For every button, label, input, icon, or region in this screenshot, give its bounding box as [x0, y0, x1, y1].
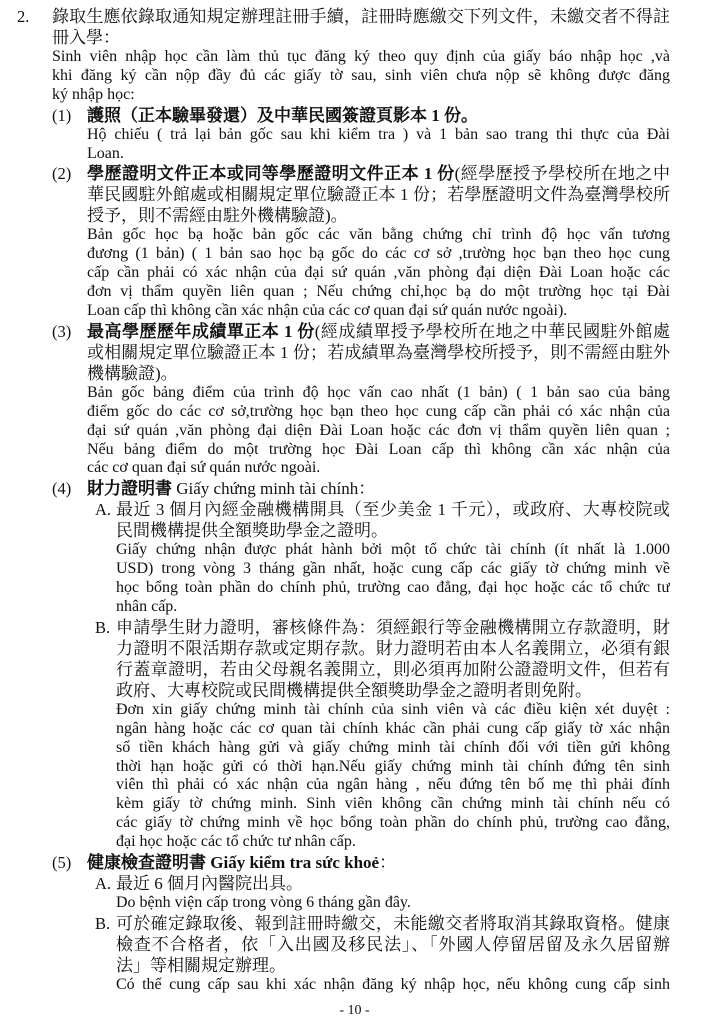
- line-text: đại sứ quán ,văn phòng đại diện Đài Loan hoặc các đơn vị thẩm quyền liên quan ;: [87, 421, 670, 439]
- line-text: Nếu bảng điểm do một trường học Đài Loan cấp thì không cần xác nhận của: [87, 440, 670, 458]
- text-line: [116, 701, 670, 720]
- line-text: Hộ chiếu ( trả lại bản gốc sau khi kiểm tra ) và 1 bản sao trang thi thực của Đài: [87, 125, 670, 143]
- paragraph: [116, 913, 670, 976]
- line-text: USD) trong vòng 3 tháng gần nhất, hoặc cung cấp các giấy tờ chứng minh về: [116, 560, 670, 578]
- paragraph: [87, 126, 670, 164]
- text-line: [87, 342, 670, 363]
- line-text: 最近 6 個月內醫院出具。: [116, 874, 303, 894]
- bold-heading: 學歷證明文件正本或同等學歷證明文件正本 1 份: [87, 164, 455, 184]
- list-item-number: 2.: [17, 7, 30, 26]
- line-text: Loan.: [87, 144, 124, 162]
- paragraph: [87, 478, 670, 499]
- list-item-number: (3): [52, 321, 72, 341]
- text-line: [116, 976, 670, 995]
- line-text: số tiền khách hàng gửi và giấy chứng minh tài chính đối với tiền gửi không: [116, 738, 670, 756]
- text-line: [116, 955, 670, 976]
- bold-heading: 護照（正本驗畢發還）及中華民國簽證頁影本 1 份。: [87, 105, 478, 125]
- line-text: 最近 3 個月內經金融機構開具（至少美金 1 千元），或政府、大專校院或: [116, 500, 670, 520]
- line-text: 冊入學：: [52, 28, 120, 47]
- line-text: viên thì phải có xác nhận của ngân hàng , nếu đứng tên bố mẹ thì phải đính: [116, 776, 670, 794]
- text-line: [52, 48, 670, 67]
- paragraph: [87, 852, 670, 873]
- page-number: - 10 -: [339, 1003, 370, 1018]
- line-text: điểm gốc do các cơ sở,trường học bạn theo học cung cấp cần phải có xác nhận của: [87, 402, 670, 420]
- line-text: Bản gốc bảng điểm của trình độ học vấn cao nhất (1 bản) ( 1 bản sao của bảng: [87, 383, 670, 401]
- line-text: (經成績單授予學校所在地之中華民國駐外館處: [314, 321, 670, 341]
- text-line: [52, 86, 670, 105]
- line-text: 錄取生應依錄取通知規定辦理註冊手續，註冊時應繳交下列文件，未繳交者不得註: [52, 7, 670, 26]
- paragraph: [116, 976, 670, 995]
- text-line: [52, 27, 670, 48]
- text-line: [116, 934, 670, 955]
- line-text: Có thể cung cấp sau khi xác nhận đăng ký nhập học, nếu không cung cấp sinh: [116, 975, 670, 993]
- list-item-number: (5): [52, 853, 72, 873]
- line-text: 民間機構提供全額獎助學金之證明。: [116, 521, 388, 541]
- text-line: [87, 321, 670, 342]
- text-line: [116, 560, 670, 579]
- line-text: học bổng toàn phần do chính phủ, trường cao đẳng, đại học hoặc các tổ chức tư: [116, 579, 670, 597]
- text-line: [116, 541, 670, 560]
- line-text: khi đăng ký cần nộp đầy đủ các giấy tờ sau, sinh viên chưa nộp sẽ không được đăng: [52, 66, 670, 84]
- text-line: [87, 363, 670, 384]
- line-text: cấp cần phải có xác nhận của đại sứ quán ,văn phòng đại diện Đài Loan hoặc các: [87, 264, 670, 282]
- list-item-body: [116, 913, 670, 995]
- list-item: [0, 478, 709, 499]
- list-item-number: (2): [52, 164, 72, 184]
- list-item: [0, 321, 709, 478]
- paragraph: [52, 48, 670, 105]
- line-text: Loan cấp thì không cần xác nhận của các cơ quan đại sứ quán nước ngoài).: [87, 302, 568, 320]
- line-text: 機構驗證)。: [87, 363, 178, 383]
- text-line: [87, 163, 670, 184]
- document-page: [0, 6, 709, 995]
- line-text: Giấy chứng nhận được phát hành bởi một tổ chức tài chính (ít nhất là 1.000: [116, 541, 670, 559]
- text-line: [52, 67, 670, 86]
- paragraph: [116, 701, 670, 852]
- list-item-body: [116, 499, 670, 617]
- line-text: 力證明不限活期存款或定期存款。財力證明若由本人名義開立，必須有銀: [116, 638, 670, 658]
- text-line: [116, 520, 670, 541]
- text-line: [87, 226, 670, 245]
- paragraph: [116, 499, 670, 541]
- text-line: [87, 478, 670, 499]
- list-item-body: [87, 321, 670, 478]
- list-item-body: [87, 478, 670, 499]
- text-line: [87, 264, 670, 283]
- line-text: Sinh viên nhập học cần làm thủ tục đăng ký theo quy định của giấy báo nhập học ,và: [52, 48, 670, 65]
- text-line: [116, 913, 670, 934]
- bold-heading: 最高學歷歷年成績單正本 1 份: [87, 321, 315, 341]
- line-text: các cơ quan đại sứ quán nước ngoài.: [87, 459, 321, 477]
- list-item-number: B.: [95, 913, 111, 933]
- text-line: [116, 873, 670, 894]
- bold-heading: 財力證明書: [87, 479, 172, 499]
- text-line: [116, 680, 670, 701]
- list-item: [0, 6, 709, 105]
- text-line: [116, 814, 670, 833]
- paragraph: [87, 163, 670, 226]
- line-text: Giấy chứng minh tài chính：: [172, 479, 376, 499]
- text-line: [87, 283, 670, 302]
- line-text: 可於確定錄取後、報到註冊時繳交，未能繳交者將取消其錄取資格。健康: [116, 913, 670, 933]
- text-line: [116, 776, 670, 795]
- line-text: ký nhập học:: [52, 85, 135, 103]
- paragraph: [87, 105, 670, 126]
- text-line: [87, 302, 670, 321]
- text-line: [87, 441, 670, 460]
- line-text: Do bệnh viện cấp trong vòng 6 tháng gần đây.: [116, 894, 411, 912]
- text-line: [116, 598, 670, 617]
- list-item-number: (4): [52, 479, 72, 499]
- text-line: [87, 852, 670, 873]
- list-item: [0, 873, 709, 913]
- list-item-body: [87, 163, 670, 320]
- line-text: 華民國駐外館處或相關規定單位驗證正本 1 份；若學歷證明文件為臺灣學校所: [87, 185, 670, 205]
- text-line: [116, 720, 670, 739]
- bold-heading: 健康檢查證明書 Giấy kiểm tra sức khoẻ: [87, 853, 380, 873]
- paragraph: [116, 541, 670, 617]
- list-item-body: [116, 617, 670, 852]
- text-line: [87, 145, 670, 164]
- line-text: Đơn xin giấy chứng minh tài chính của sinh viên và các điều kiện xét duyệt :: [116, 700, 670, 718]
- line-text: đơn vị thẩm quyền liên quan ; Nếu chứng chỉ,học bạ do một trường học tại Đài: [87, 283, 670, 301]
- line-text: 或相關規定單位驗證正本 1 份；若成績單為臺灣學校所授予，則不需經由駐外: [87, 342, 670, 362]
- line-text: 授予，則不需經由駐外機構驗證)。: [87, 206, 348, 226]
- text-line: [116, 638, 670, 659]
- text-line: [116, 499, 670, 520]
- text-line: [87, 205, 670, 226]
- paragraph: [116, 617, 670, 701]
- line-text: ：: [379, 853, 397, 873]
- list-item-body: [52, 6, 670, 105]
- text-line: [52, 6, 670, 27]
- line-text: đương (1 bản) ( 1 bản sao học bạ gốc do các cơ sở ,trường học bạn theo học cung: [87, 245, 670, 263]
- line-text: 行蓋章證明，若由父母親名義開立，則必須再加附公證證明文件，但若有: [116, 659, 670, 679]
- text-line: [87, 126, 670, 145]
- paragraph: [87, 384, 670, 478]
- list-item: [0, 913, 709, 995]
- line-text: (經學歷授予學校所在地之中: [454, 164, 670, 184]
- text-line: [87, 105, 670, 126]
- line-text: ngân hàng hoặc các cơ quan tài chính khác cần phải cung cấp giấy tờ xác nhận: [116, 719, 670, 737]
- paragraph: [116, 894, 670, 913]
- list-item-number: A.: [95, 500, 112, 520]
- line-text: 申請學生財力證明，審核條件為：須經銀行等金融機構開立存款證明，財: [116, 617, 670, 637]
- text-line: [116, 579, 670, 598]
- line-text: kèm giấy tờ chứng minh. Sinh viên không cần chứng minh tài chính nếu có: [116, 795, 670, 813]
- line-text: nhân cấp.: [116, 598, 178, 616]
- text-line: [116, 795, 670, 814]
- line-text: 檢查不合格者，依「入出國及移民法」、「外國人停留居留及永久居留辦: [116, 934, 670, 954]
- text-line: [116, 617, 670, 638]
- line-text: các giấy tờ chứng minh về học bổng toàn phần do chính phủ, trường cao đẳng,: [116, 814, 670, 832]
- list-item: [0, 105, 709, 164]
- text-line: [87, 459, 670, 478]
- text-line: [87, 422, 670, 441]
- list-item-body: [87, 105, 670, 164]
- list-item-body: [116, 873, 670, 913]
- paragraph: [87, 321, 670, 384]
- line-text: Bản gốc học bạ hoặc bản gốc các văn bằng chứng chỉ trình độ học vấn tương: [87, 226, 670, 244]
- line-text: thời hạn hoặc gửi có thời hạn.Nếu giấy chứng minh tài chính đứng tên sinh: [116, 757, 670, 775]
- line-text: 法」等相關規定辦理。: [116, 955, 286, 975]
- line-text: 政府、大專校院或民間機構提供全額獎助學金之證明者則免附。: [116, 680, 592, 700]
- list-item-number: A.: [95, 874, 112, 894]
- paragraph: [87, 226, 670, 320]
- text-line: [87, 384, 670, 403]
- list-item: [0, 499, 709, 617]
- text-line: [116, 758, 670, 777]
- list-item: [0, 163, 709, 320]
- list-item: [0, 617, 709, 852]
- line-text: đại học hoặc các tổ chức tư nhân cấp.: [116, 833, 356, 851]
- paragraph: [116, 873, 670, 894]
- text-line: [87, 403, 670, 422]
- list-item: [0, 852, 709, 873]
- list-item-body: [87, 852, 670, 873]
- list-item-number: (1): [52, 105, 72, 125]
- text-line: [87, 184, 670, 205]
- text-line: [116, 894, 670, 913]
- paragraph: [52, 6, 670, 48]
- text-line: [116, 833, 670, 852]
- text-line: [116, 739, 670, 758]
- text-line: [87, 245, 670, 264]
- text-line: [116, 659, 670, 680]
- list-item-number: B.: [95, 617, 111, 637]
